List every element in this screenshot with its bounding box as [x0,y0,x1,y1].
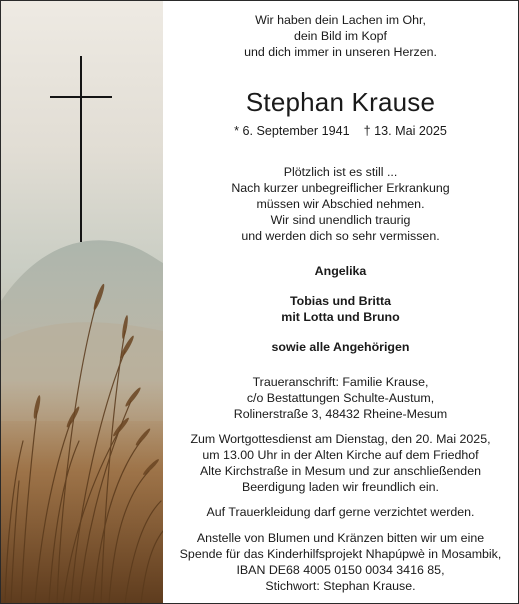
message-line: Wir sind unendlich traurig [270,213,411,227]
address-line: c/o Bestattungen Schulte-Austum, [246,391,435,405]
dress-note: Auf Trauerkleidung darf gerne verzichtet werden. [206,505,475,519]
donation-line: IBAN DE68 4005 0150 0034 3416 85, [236,563,445,577]
motto-verse [163,12,518,60]
message-line: Plötzlich ist es still ... [283,165,398,179]
motto-line: dein Bild im Kopf [294,29,387,43]
message-line: müssen wir Abschied nehmen. [256,197,425,211]
donation-line: Anstelle von Blumen und Kränzen bitten wir um eine [196,531,485,545]
service-line: Alte Kirchstraße in Mesum und zur anschließenden [200,464,481,478]
motto-line: Wir haben dein Lachen im Ohr, [255,13,426,27]
grass-landscape-photo [1,1,163,603]
motto-line: und dich immer in unseren Herzen. [244,45,437,59]
deceased-name: Stephan Krause [245,87,436,117]
donation-line: Spende für das Kinderhilfsprojekt Nhapúpwè in Mosambik, [179,547,502,561]
mourning-address [163,374,518,422]
farewell-message [163,164,518,244]
family-line: Tobias und Britta [290,294,391,308]
donation-info [163,530,518,594]
service-line: um 13.00 Uhr in der Alten Kirche auf dem Friedhof [202,448,479,462]
donation-line: Stichwort: Stephan Krause. [265,579,416,593]
family-names [163,293,518,325]
service-info [163,431,518,495]
address-line: Rolinerstraße 3, 48432 Rheine-Mesum [233,407,448,421]
message-line: Nach kurzer unbegreiflicher Erkrankung [231,181,450,195]
message-line: und werden dich so sehr vermissen. [241,229,440,243]
death-date: † 13. Mai 2025 [363,124,447,138]
family-line: mit Lotta und Bruno [281,310,400,324]
life-dates [163,123,518,139]
birth-date: * 6. September 1941 [234,124,350,138]
address-line: Traueranschrift: Familie Krause, [252,375,429,389]
service-line: Zum Wortgottesdienst am Dienstag, den 20. Mai 2025, [190,432,491,446]
spouse-name: Angelika [314,264,367,278]
service-line: Beerdigung laden wir freundlich ein. [242,480,439,494]
relatives-line: sowie alle Angehörigen [271,340,410,354]
obituary-text [163,1,518,603]
